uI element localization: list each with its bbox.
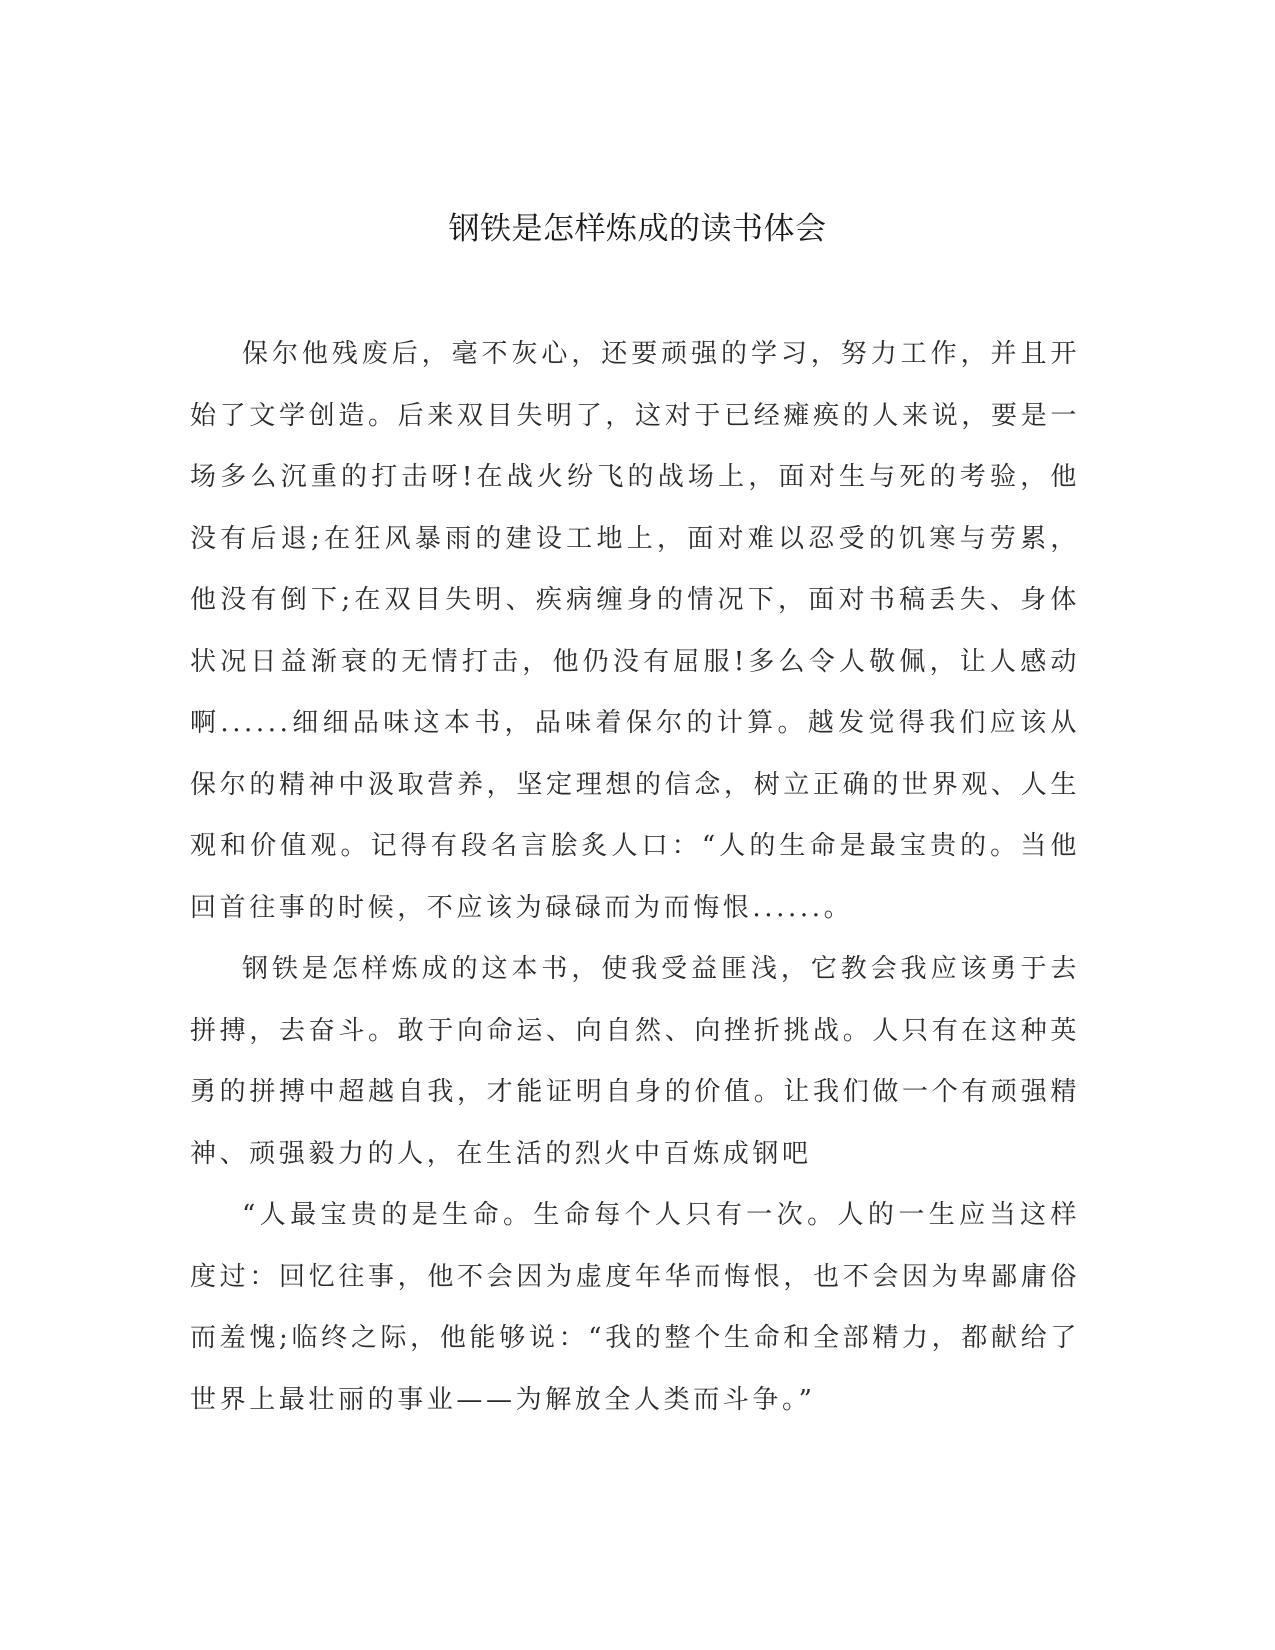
document-title: 钢铁是怎样炼成的读书体会 bbox=[448, 211, 827, 247]
body-paragraph: 钢铁是怎样炼成的这本书，使我受益匪浅，它教会我应该勇于去拼搏，去奋斗。敢于向命运、向自然、向挫折挑战。人只有在这种英勇的拼搏中超越自我，才能证明自身的价值。让我们做一个有顽强精神、顽强毅力的人，在生活的烈火中百炼成钢吧 bbox=[190, 954, 1080, 1169]
body-paragraph: 保尔他残废后，毫不灰心，还要顽强的学习，努力工作，并且开始了文学创造。后来双目失明了，这对于已经瘫痪的人来说，要是一场多么沉重的打击呀!在战火纷飞的战场上，面对生与死的考验，他没有后退;在狂风暴雨的建设工地上，面对难以忍受的饥寒与劳累，他没有倒下;在双目失明、疾病缠身的情况下，面对书稿丢失、身体状况日益渐衰的无情打击，他仍没有屈服!多么令人敬佩，让人感动啊......细细品味这本书，品味着保尔的计算。越发觉得我们应该从保尔的精神中汲取营养，坚定理想的信念，树立正确的世界观、人生观和价值观。记得有段名言脍炙人口：“人的生命是最宝贵的。当他回首往事的时候，不应该为碌碌而为而悔恨......。 bbox=[190, 339, 1080, 923]
document-body bbox=[190, 324, 1080, 1431]
body-paragraph: “人最宝贵的是生命。生命每个人只有一次。人的一生应当这样度过：回忆往事，他不会因为虚度年华而悔恨，也不会因为卑鄙庸俗而羞愧;临终之际，他能够说：“我的整个生命和全部精力，都献给了世界上最壮丽的事业——为解放全人类而斗争。” bbox=[190, 1200, 1080, 1415]
